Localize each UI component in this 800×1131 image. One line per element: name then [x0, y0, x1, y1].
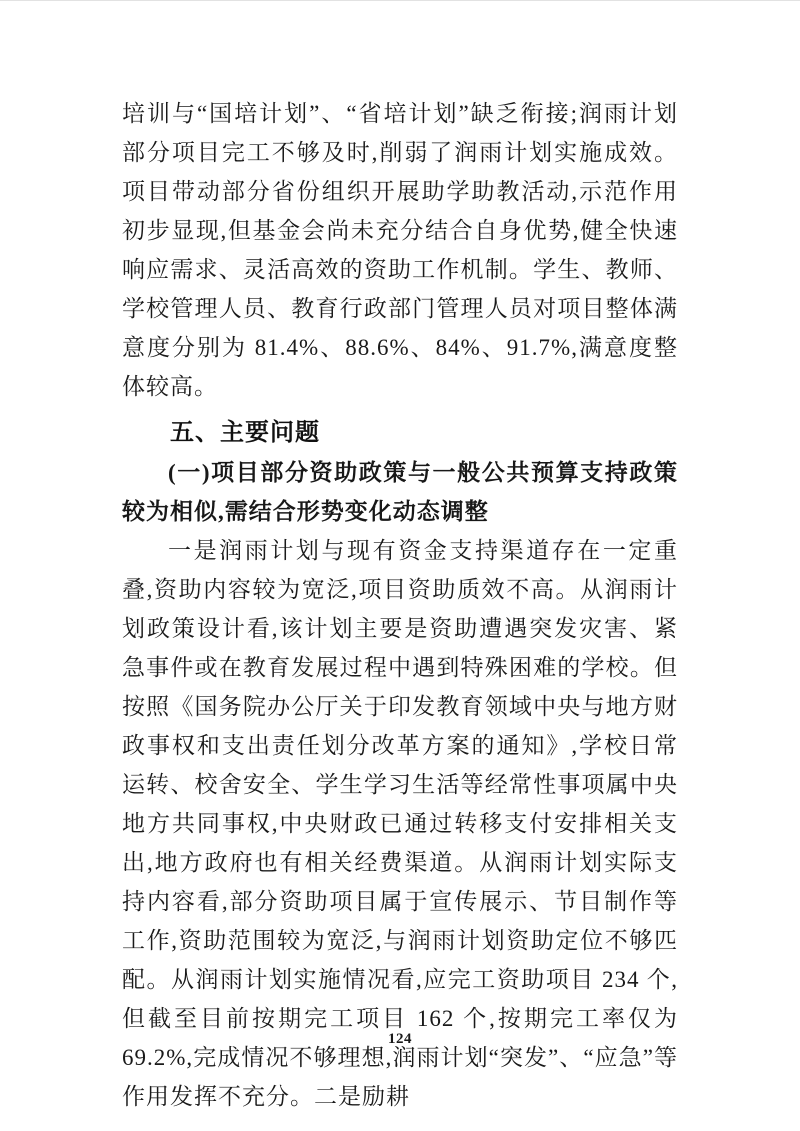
- text-block: [122, 94, 678, 1116]
- page-number: 124: [388, 1031, 412, 1047]
- paragraph-continuation: 培训与“国培计划”、“省培计划”缺乏衔接;润雨计划部分项目完工不够及时,削弱了润雨计划实施成效。项目带动部分省份组织开展助学助教活动,示范作用初步显现,但基金会尚未充分结合自身优势,健全快速响应需求、灵活高效的资助工作机制。学生、教师、学校管理人员、教育行政部门管理人员对项目整体满意度分别为 81.4%、88.6%、84%、91.7%,满意度整体较高。: [122, 101, 678, 399]
- subsection-heading: (一)项目部分资助政策与一般公共预算支持政策较为相似,需结合形势变化动态调整: [122, 460, 678, 524]
- paragraph-body: 一是润雨计划与现有资金支持渠道存在一定重叠,资助内容较为宽泛,项目资助质效不高。从润雨计划政策设计看,该计划主要是资助遭遇突发灾害、紧急事件或在教育发展过程中遇到特殊困难的学校。但按照《国务院办公厅关于印发教育领域中央与地方财政事权和支出责任划分改革方案的通知》,学校日常运转、校舍安全、学生学习生活等经常性事项属中央地方共同事权,中央财政已通过转移支付安排相关支出,地方政府也有相关经费渠道。从润雨计划实际支持内容看,部分资助项目属于宣传展示、节目制作等工作,资助范围较为宽泛,与润雨计划资助定位不够匹配。从润雨计划实施情况看,应完工资助项目 234 个,但截至目前按期完工项目 162 个,按期完工率仅为 69.2%,完成情况不够理想,润雨计划“突发”、“应急”等作用发挥不充分。二是励耕: [122, 538, 678, 1109]
- section-heading: 五、主要问题: [170, 419, 320, 446]
